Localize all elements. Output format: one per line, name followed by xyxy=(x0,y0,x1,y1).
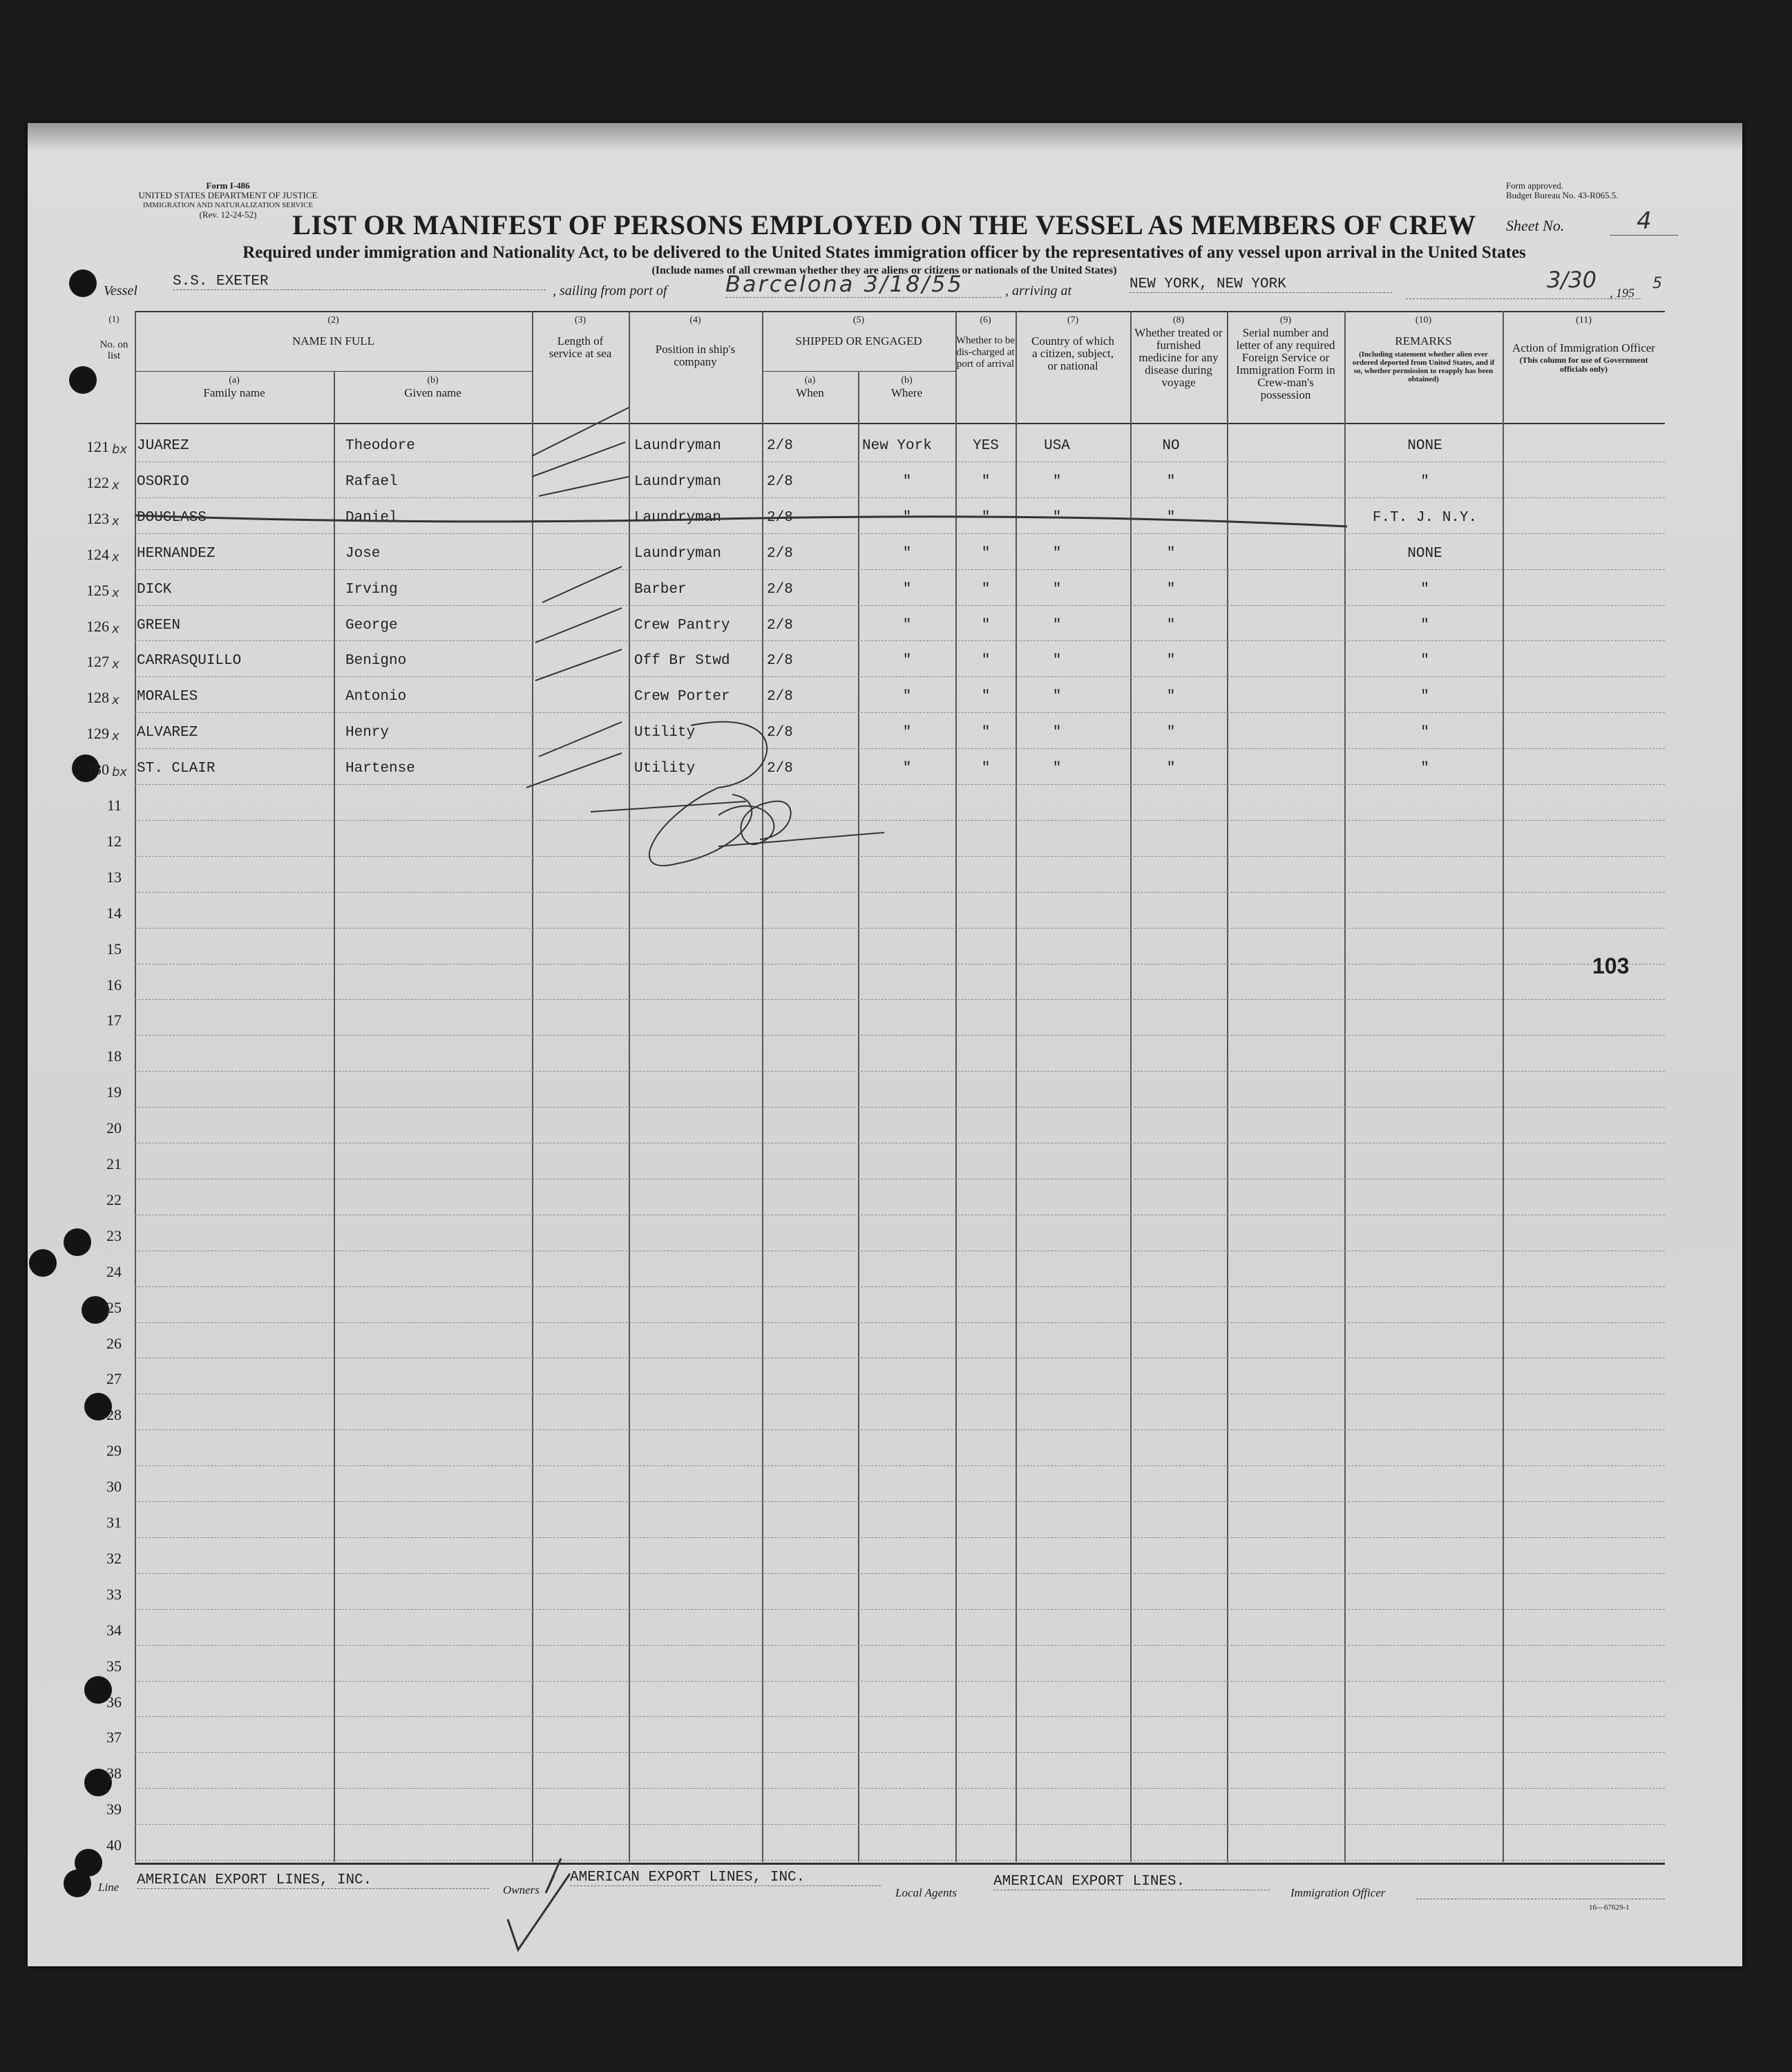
line-label: Line xyxy=(98,1881,120,1894)
row-check-mark: x xyxy=(112,621,120,636)
row-check-mark: bx xyxy=(112,442,128,457)
row-check-mark: x xyxy=(112,657,120,672)
col5b-number: (b) xyxy=(901,375,913,386)
row-number: 22 xyxy=(106,1190,122,1208)
row-number: 36 xyxy=(106,1693,122,1711)
col1-title: No. on list xyxy=(99,339,128,361)
row-number: 16 xyxy=(106,976,122,994)
shipped-when: 2/8 xyxy=(767,545,793,562)
family-name: HERNANDEZ xyxy=(137,545,216,562)
row-number: 26 xyxy=(106,1334,122,1352)
remarks: " xyxy=(1420,761,1429,777)
row-number: 25 xyxy=(106,1298,122,1316)
remarks: " xyxy=(1420,617,1429,634)
vessel-name: S.S. EXETER xyxy=(173,274,546,290)
arrival-date: 3/30 xyxy=(1547,267,1596,293)
shipped-when: 2/8 xyxy=(767,689,793,705)
shipped-when: 2/8 xyxy=(767,653,793,669)
strike-through-line xyxy=(135,515,1347,526)
shipped-when: 2/8 xyxy=(767,761,793,777)
medicine: " xyxy=(1166,617,1176,634)
country: " xyxy=(1052,725,1062,741)
signature-underline xyxy=(591,801,884,846)
col6-number: (6) xyxy=(980,315,991,325)
owners-value: AMERICAN EXPORT LINES, INC. xyxy=(570,1870,881,1886)
shipped-when: 2/8 xyxy=(767,581,793,598)
remarks: " xyxy=(1420,473,1429,490)
officer-label: Immigration Officer xyxy=(1290,1886,1386,1899)
country: " xyxy=(1052,689,1062,705)
row-check-mark: x xyxy=(112,513,120,529)
col11-number: (11) xyxy=(1576,315,1592,325)
signature-scrawl xyxy=(718,801,791,845)
row-number: 39 xyxy=(106,1800,122,1818)
agents-value: AMERICAN EXPORT LINES. xyxy=(993,1874,1270,1890)
country: " xyxy=(1052,473,1062,490)
owners-label: Owners xyxy=(503,1883,540,1897)
row-number: 13 xyxy=(106,868,122,886)
country: " xyxy=(1052,617,1062,634)
row-number: 33 xyxy=(106,1585,122,1603)
row-number: 31 xyxy=(106,1514,122,1531)
shipped-where: New York xyxy=(862,438,932,454)
footer-rule xyxy=(135,1863,1665,1864)
col5a-title: When xyxy=(796,386,824,399)
col11-title: Action of Immigration Officer xyxy=(1512,341,1655,354)
page-stamp: 103 xyxy=(1592,953,1630,978)
shipped-where: " xyxy=(902,653,912,669)
row-number: 127 xyxy=(86,653,109,671)
country: " xyxy=(1052,545,1062,562)
row-number: 30 xyxy=(106,1478,122,1496)
page-title: LIST OR MANIFEST OF PERSONS EMPLOYED ON THE VESSEL AS MEMBERS OF CREW xyxy=(292,209,1476,240)
col2-title: NAME IN FULL xyxy=(292,334,374,348)
col1-number: (1) xyxy=(108,314,120,324)
medicine: " xyxy=(1166,473,1176,490)
shipped-where: " xyxy=(902,581,912,598)
position: Laundryman xyxy=(634,473,722,490)
discharged: " xyxy=(981,689,991,705)
row-number: 121 xyxy=(86,438,109,455)
row-check-mark: x xyxy=(112,585,120,600)
medicine: " xyxy=(1166,761,1176,777)
col9-number: (9) xyxy=(1279,315,1292,325)
row-number: 128 xyxy=(86,689,109,707)
col10-note: (Including statement whether alien ever ordered deported from United States, and if so, whether permission to reapply has been obtained) xyxy=(1352,350,1495,383)
form-approved: Form approved. xyxy=(1506,180,1564,191)
row-number: 40 xyxy=(106,1836,122,1854)
print-code: 16—67629-1 xyxy=(1589,1903,1630,1912)
row-number: 20 xyxy=(106,1119,122,1137)
row-number: 15 xyxy=(106,940,122,958)
discharged: " xyxy=(981,653,991,669)
subtitle: Required under immigration and Nationality Act, to be delivered to the United States immigration officer by the representatives of any vessel upon arrival in the United States xyxy=(242,243,1526,262)
row-check-mark: x xyxy=(112,549,120,564)
country: USA xyxy=(1044,438,1070,454)
vessel-label: Vessel xyxy=(104,283,137,298)
col3-number: (3) xyxy=(574,315,587,325)
row-check-mark: x xyxy=(112,477,120,493)
family-name: CARRASQUILLO xyxy=(137,653,242,669)
arriving-label: , arriving at xyxy=(1005,283,1072,298)
medicine: " xyxy=(1166,581,1176,598)
medicine: " xyxy=(1166,725,1176,741)
sheet-number: 4 xyxy=(1610,207,1679,236)
medicine: " xyxy=(1166,653,1176,669)
given-name: Daniel xyxy=(345,509,398,526)
country: " xyxy=(1052,509,1062,526)
row-number: 123 xyxy=(86,509,109,527)
row-number: 38 xyxy=(106,1765,122,1783)
col2-number: (2) xyxy=(327,315,339,325)
discharged: " xyxy=(981,545,991,562)
discharged: " xyxy=(981,473,991,490)
shipped-where: " xyxy=(902,545,912,562)
row-number: 37 xyxy=(106,1729,122,1747)
service: IMMIGRATION AND NATURALIZATION SERVICE xyxy=(142,201,314,209)
row-number: 29 xyxy=(106,1442,122,1460)
shipped-where: " xyxy=(902,725,912,741)
discharged: " xyxy=(981,725,991,741)
shipped-where: " xyxy=(902,473,912,490)
sailing-port: Barcelona 3/18/55 xyxy=(725,271,1002,298)
col10-title: REMARKS xyxy=(1395,334,1452,348)
given-name: Rafael xyxy=(345,473,398,490)
shipped-when: 2/8 xyxy=(767,509,793,526)
given-name: Hartense xyxy=(345,761,415,777)
medicine: NO xyxy=(1162,438,1180,454)
shipped-when: 2/8 xyxy=(767,725,793,741)
given-name: Jose xyxy=(345,545,381,562)
position: Laundryman xyxy=(634,545,722,562)
given-name: Benigno xyxy=(345,653,407,669)
row-number: 28 xyxy=(106,1406,122,1424)
col5b-title: Where xyxy=(890,386,923,399)
family-name: JUAREZ xyxy=(137,438,189,454)
row-number: 12 xyxy=(106,832,122,850)
discharged: " xyxy=(981,761,991,777)
family-name: DICK xyxy=(137,581,172,598)
col6-title: Whether to be dis-charged at port of arrival xyxy=(956,335,1015,370)
row-number: 122 xyxy=(86,473,109,491)
medicine: " xyxy=(1166,509,1176,526)
shipped-when: 2/8 xyxy=(767,438,793,454)
form-number: Form I-486 xyxy=(206,180,250,191)
col2b-number: (b) xyxy=(427,375,439,386)
remarks: F.T. J. N.Y. xyxy=(1372,509,1478,526)
col8-title: Whether treated or furnished medicine for any disease during voyage xyxy=(1134,326,1223,389)
row-number: 35 xyxy=(106,1657,122,1675)
col3-title: Length of service at sea xyxy=(549,334,612,360)
arriving-port: NEW YORK, NEW YORK xyxy=(1129,276,1392,293)
row-number: 17 xyxy=(106,1011,122,1029)
remarks: " xyxy=(1420,653,1429,669)
remarks: " xyxy=(1420,689,1429,705)
col4-title: Position in ship's company xyxy=(655,343,736,368)
given-name: Antonio xyxy=(345,689,407,705)
row-number: 23 xyxy=(106,1226,122,1244)
shipped-where: " xyxy=(902,617,912,634)
remarks: NONE xyxy=(1407,545,1442,562)
col2a-title: Family name xyxy=(203,386,265,399)
row-check-mark: x xyxy=(112,729,120,744)
given-name: Theodore xyxy=(345,438,415,454)
position: Utility xyxy=(634,761,696,777)
shipped-when: 2/8 xyxy=(767,473,793,490)
row-number: 18 xyxy=(106,1047,122,1065)
row-number: 129 xyxy=(86,725,109,743)
line-value: AMERICAN EXPORT LINES, INC. xyxy=(137,1872,489,1889)
family-name: ALVAREZ xyxy=(137,725,198,741)
discharged: YES xyxy=(973,438,999,454)
row-check-mark: bx xyxy=(112,765,128,780)
col5-number: (5) xyxy=(852,315,865,325)
position: Off Br Stwd xyxy=(634,653,730,669)
col2b-title: Given name xyxy=(404,386,461,399)
col7-number: (7) xyxy=(1067,315,1079,325)
medicine: " xyxy=(1166,689,1176,705)
position: Barber xyxy=(634,581,687,598)
medicine: " xyxy=(1166,545,1176,562)
col11-note: (This column for use of Government officials only) xyxy=(1519,355,1648,374)
year-suffix: 5 xyxy=(1652,275,1662,292)
row-number: 124 xyxy=(86,545,109,563)
agents-label: Local Agents xyxy=(895,1886,957,1899)
row-number: 27 xyxy=(106,1370,122,1388)
remarks: " xyxy=(1420,725,1429,741)
col10-number: (10) xyxy=(1415,315,1432,325)
given-name: George xyxy=(345,617,398,634)
col5a-number: (a) xyxy=(804,375,816,386)
remarks: " xyxy=(1420,581,1429,598)
family-name: MORALES xyxy=(137,689,198,705)
given-name: Irving xyxy=(345,581,398,598)
discharged: " xyxy=(981,509,991,526)
position: Crew Porter xyxy=(634,689,730,705)
service-tick-marks xyxy=(532,408,629,496)
row-number: 130 xyxy=(86,761,109,779)
position: Crew Pantry xyxy=(634,617,730,634)
row-number: 11 xyxy=(106,797,122,814)
row-number: 125 xyxy=(86,581,109,599)
country: " xyxy=(1052,653,1062,669)
service-tick-marks xyxy=(526,567,622,788)
col8-number: (8) xyxy=(1172,315,1185,325)
country: " xyxy=(1052,761,1062,777)
discharged: " xyxy=(981,581,991,598)
position: Utility xyxy=(634,725,696,741)
family-name: DOUGLASS xyxy=(137,509,207,526)
position: Laundryman xyxy=(634,509,722,526)
family-name: OSORIO xyxy=(137,473,189,490)
shipped-where: " xyxy=(902,761,912,777)
row-number: 126 xyxy=(86,617,109,635)
row-number: 24 xyxy=(106,1262,122,1280)
revision: (Rev. 12-24-52) xyxy=(199,209,257,220)
row-number: 32 xyxy=(106,1549,122,1567)
col5-title: SHIPPED OR ENGAGED xyxy=(795,334,922,348)
family-name: ST. CLAIR xyxy=(137,761,216,777)
department: UNITED STATES DEPARTMENT OF JUSTICE xyxy=(138,190,318,200)
sheet-label: Sheet No. xyxy=(1506,217,1565,234)
given-name: Henry xyxy=(345,725,390,741)
row-number: 19 xyxy=(106,1083,122,1101)
sailing-label: , sailing from port of xyxy=(553,283,667,298)
col9-title: Serial number and letter of any required Foreign Service or Immigration Form in Crew-man's possession xyxy=(1236,326,1335,401)
row-number: 14 xyxy=(106,904,122,922)
budget-number: Budget Bureau No. 43-R065.5. xyxy=(1506,190,1619,200)
row-check-mark: x xyxy=(112,693,120,708)
shipped-where: " xyxy=(902,509,912,526)
position: Laundryman xyxy=(634,438,722,454)
country: " xyxy=(1052,581,1062,598)
shipped-when: 2/8 xyxy=(767,617,793,634)
row-number: 34 xyxy=(106,1621,122,1639)
instruction: (Include names of all crewman whether they are aliens or citizens or nationals of the United States) xyxy=(651,265,1117,276)
family-name: GREEN xyxy=(137,617,181,634)
col4-number: (4) xyxy=(689,315,701,325)
col7-title: Country of which a citizen, subject, or national xyxy=(1031,334,1114,372)
row-number: 21 xyxy=(106,1155,122,1172)
col2a-number: (a) xyxy=(229,375,240,386)
year-prefix: , 195 xyxy=(1610,286,1634,300)
shipped-where: " xyxy=(902,689,912,705)
discharged: " xyxy=(981,617,991,634)
remarks: NONE xyxy=(1407,438,1442,454)
